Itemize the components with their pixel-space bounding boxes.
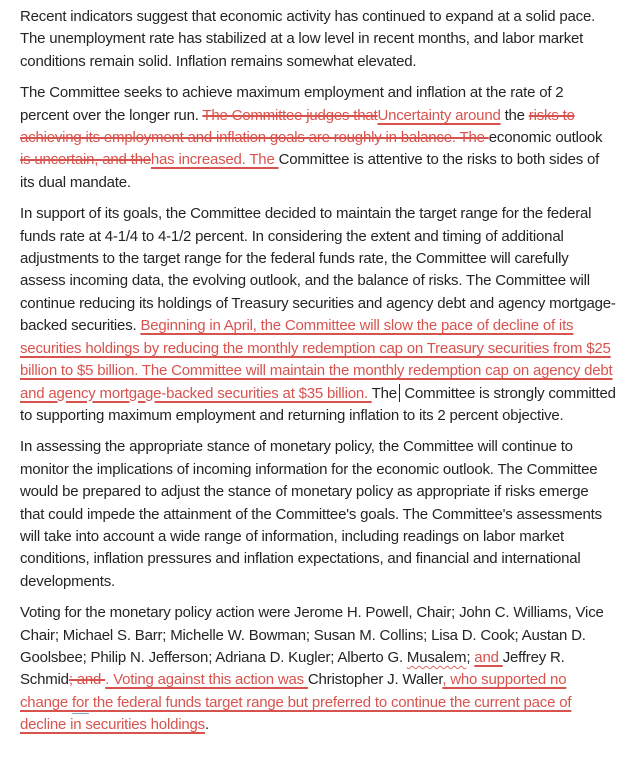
deleted-text: is uncertain, and the (20, 151, 151, 169)
text-run: The (371, 384, 397, 402)
text-run: In support of its goals, the Committee decided to maintain the target range for the federal funds rate at 4-1/4 to 4-1/2 percent. In considering the extent and timing of additional adjustments to the target range for the federal funds rate, the Committee will carefully assess incoming data, the evolving outlook, and the balance of risks. The Committee will continue reducing its holdings of Treasury securities and agency debt and agency mortgage-backed securities. (20, 205, 616, 335)
inserted-text: and (474, 648, 503, 666)
paragraph-4 (20, 436, 616, 593)
paragraph-2 (20, 82, 616, 194)
spellcheck-word: Musalem (406, 648, 467, 666)
text-run: ; (466, 648, 475, 666)
text-run: Christopher J. Waller (307, 671, 443, 689)
text-run: Committee is strongly committed to supporting maximum employment and returning inflation to its 2 percent objective. (20, 384, 616, 424)
paragraph-3 (20, 203, 616, 427)
inserted-text: . Voting against this action was (105, 671, 308, 689)
text-run: Committee is attentive to the risks to both sides of its dual mandate. (20, 151, 600, 191)
inserted-text: , who supported no change (20, 671, 567, 711)
paragraph-5 (20, 602, 616, 736)
deleted-text: The Committee judges that (202, 106, 378, 124)
text-run: . (204, 716, 209, 734)
inserted-text: Uncertainty around (377, 106, 501, 124)
text-run: The Committee seeks to achieve maximum employment and inflation at the rate of 2 percent over the longer run. (20, 84, 564, 124)
text-run: Recent indicators suggest that economic activity has continued to expand at a solid pace. The unemployment rate has stabilized at a low level in recent months, and labor market conditions remain solid. Inflation remains somewhat elevated. (20, 8, 596, 70)
inserted-text-grammar: for (72, 694, 89, 714)
document-body[interactable] (20, 6, 616, 737)
text-run: the (500, 106, 529, 124)
inserted-text: Beginning in April, the Committee will slow the pace of decline of its securities holdings by reducing the monthly redemption cap on Treasury securities from $25 billion to $5 billion. The Committee will maintain the monthly redemption cap on agency debt and agency mortgage-backed securities at $35 billion. (20, 317, 613, 402)
text-run: Voting for the monetary policy action were Jerome H. Powell, Chair; John C. Williams, Vice Chair; Michael S. Barr; Michelle W. Bowman; Susan M. Collins; Lisa D. Cook; Austan D. Goolsbee; Philip N. Jefferson; Adriana D. Kugler; Alberto G. (20, 604, 604, 666)
inserted-text: the federal funds target range but preferred to continue the current pace of decline in securities holdings (20, 693, 572, 734)
deleted-text: risks to achieving its employment and inflation goals are roughly in balance. The (20, 106, 575, 147)
deleted-text: ; and (68, 671, 106, 689)
text-run: In assessing the appropriate stance of monetary policy, the Committee will continue to monitor the implications of incoming information for the economic outlook. The Committee would be prepared to adjust the stance of monetary policy as appropriate if risks emerge that could impede the attainment of the Committee's goals. The Committee's assessments will take into account a wide range of information, including readings on labor market conditions, inflation pressures and inflation expectations, and financial and international developments. (20, 438, 602, 590)
text-run: Jeffrey R. Schmid (20, 648, 565, 689)
text-run: economic outlook (488, 129, 603, 147)
inserted-text: has increased. The (150, 151, 279, 169)
paragraph-1 (20, 6, 616, 73)
